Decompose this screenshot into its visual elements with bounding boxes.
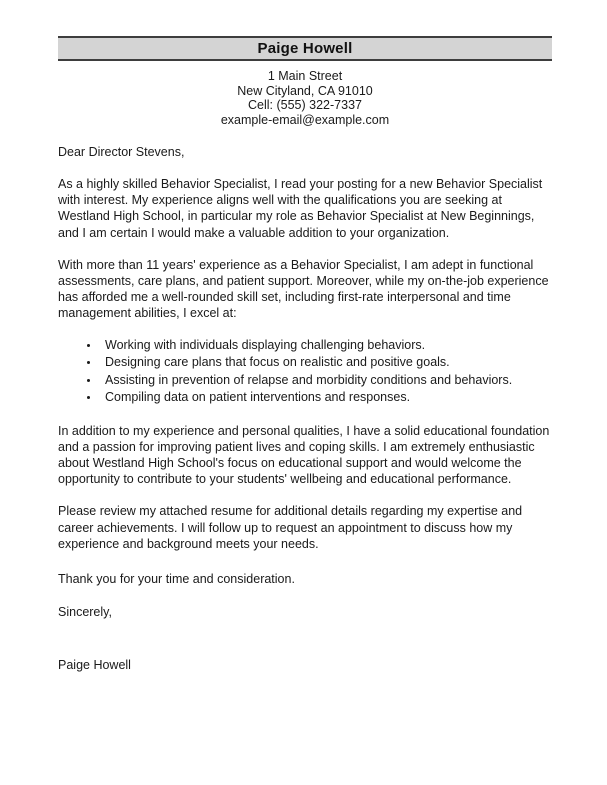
bullet-dot-icon [87,379,90,382]
bullet-dot-icon [87,361,90,364]
list-item-label: Compiling data on patient interventions and responses. [105,390,411,405]
paragraph-education: In addition to my experience and personal qualities, I have a solid educational foundation and a passion for improving patient lives and coping skills. I am extremely enthusiastic about Westland High School's focus on educational support and would welcome the opportunity to contribute to your students' wellbeing and educational performance. [58,423,550,487]
salutation: Dear Director Stevens, [58,145,185,159]
list-item [58,354,552,372]
name-banner [58,36,552,61]
list-item [58,372,552,390]
list-item-label: Working with individuals displaying challenging behaviors. [105,337,426,352]
signature-name: Paige Howell [58,658,131,673]
letter-content [58,144,552,673]
paragraph-experience: With more than 11 years' experience as a Behavior Specialist, I am adept in functional assessments, care plans, and patient support. Moreover, while my on-the-job experience has afforded me a well-rounded skill set, including first-rate interpersonal and time management abilities, I excel at: [58,257,549,321]
closing-thanks: Thank you for your time and consideration. [58,572,295,587]
list-item [58,337,552,355]
closing-signoff: Sincerely, [58,605,112,620]
list-item [58,389,552,407]
contact-line-phone: Cell: (555) 322-7337 [248,98,362,112]
list-item-label: Assisting in prevention of relapse and morbidity conditions and behaviors. [105,372,513,387]
contact-line-street: 1 Main Street [267,69,343,83]
paragraph-followup: Please review my attached resume for additional details regarding my expertise and career achievements. I will follow up to request an appointment to discuss how my experience and background meets your needs. [58,504,523,551]
paragraph-intro: As a highly skilled Behavior Specialist, I read your posting for a new Behavior Specialist with interest. My experience aligns well with the qualifications you are seeking at Westland High School, in particular my role as Behavior Specialist at New Beginnings, and I am certain I would make a valuable addition to your organization. [58,177,543,240]
skills-list [58,337,552,407]
contact-line-email: example-email@example.com [220,112,390,127]
contact-line-city-state-zip: New Cityland, CA 91010 [237,83,373,98]
applicant-name: Paige Howell [257,40,353,57]
bullet-dot-icon [87,396,90,399]
letter-body [58,36,552,673]
list-item-label: Designing care plans that focus on realistic and positive goals. [105,355,450,370]
bullet-dot-icon [87,344,90,347]
contact-block [58,69,552,127]
